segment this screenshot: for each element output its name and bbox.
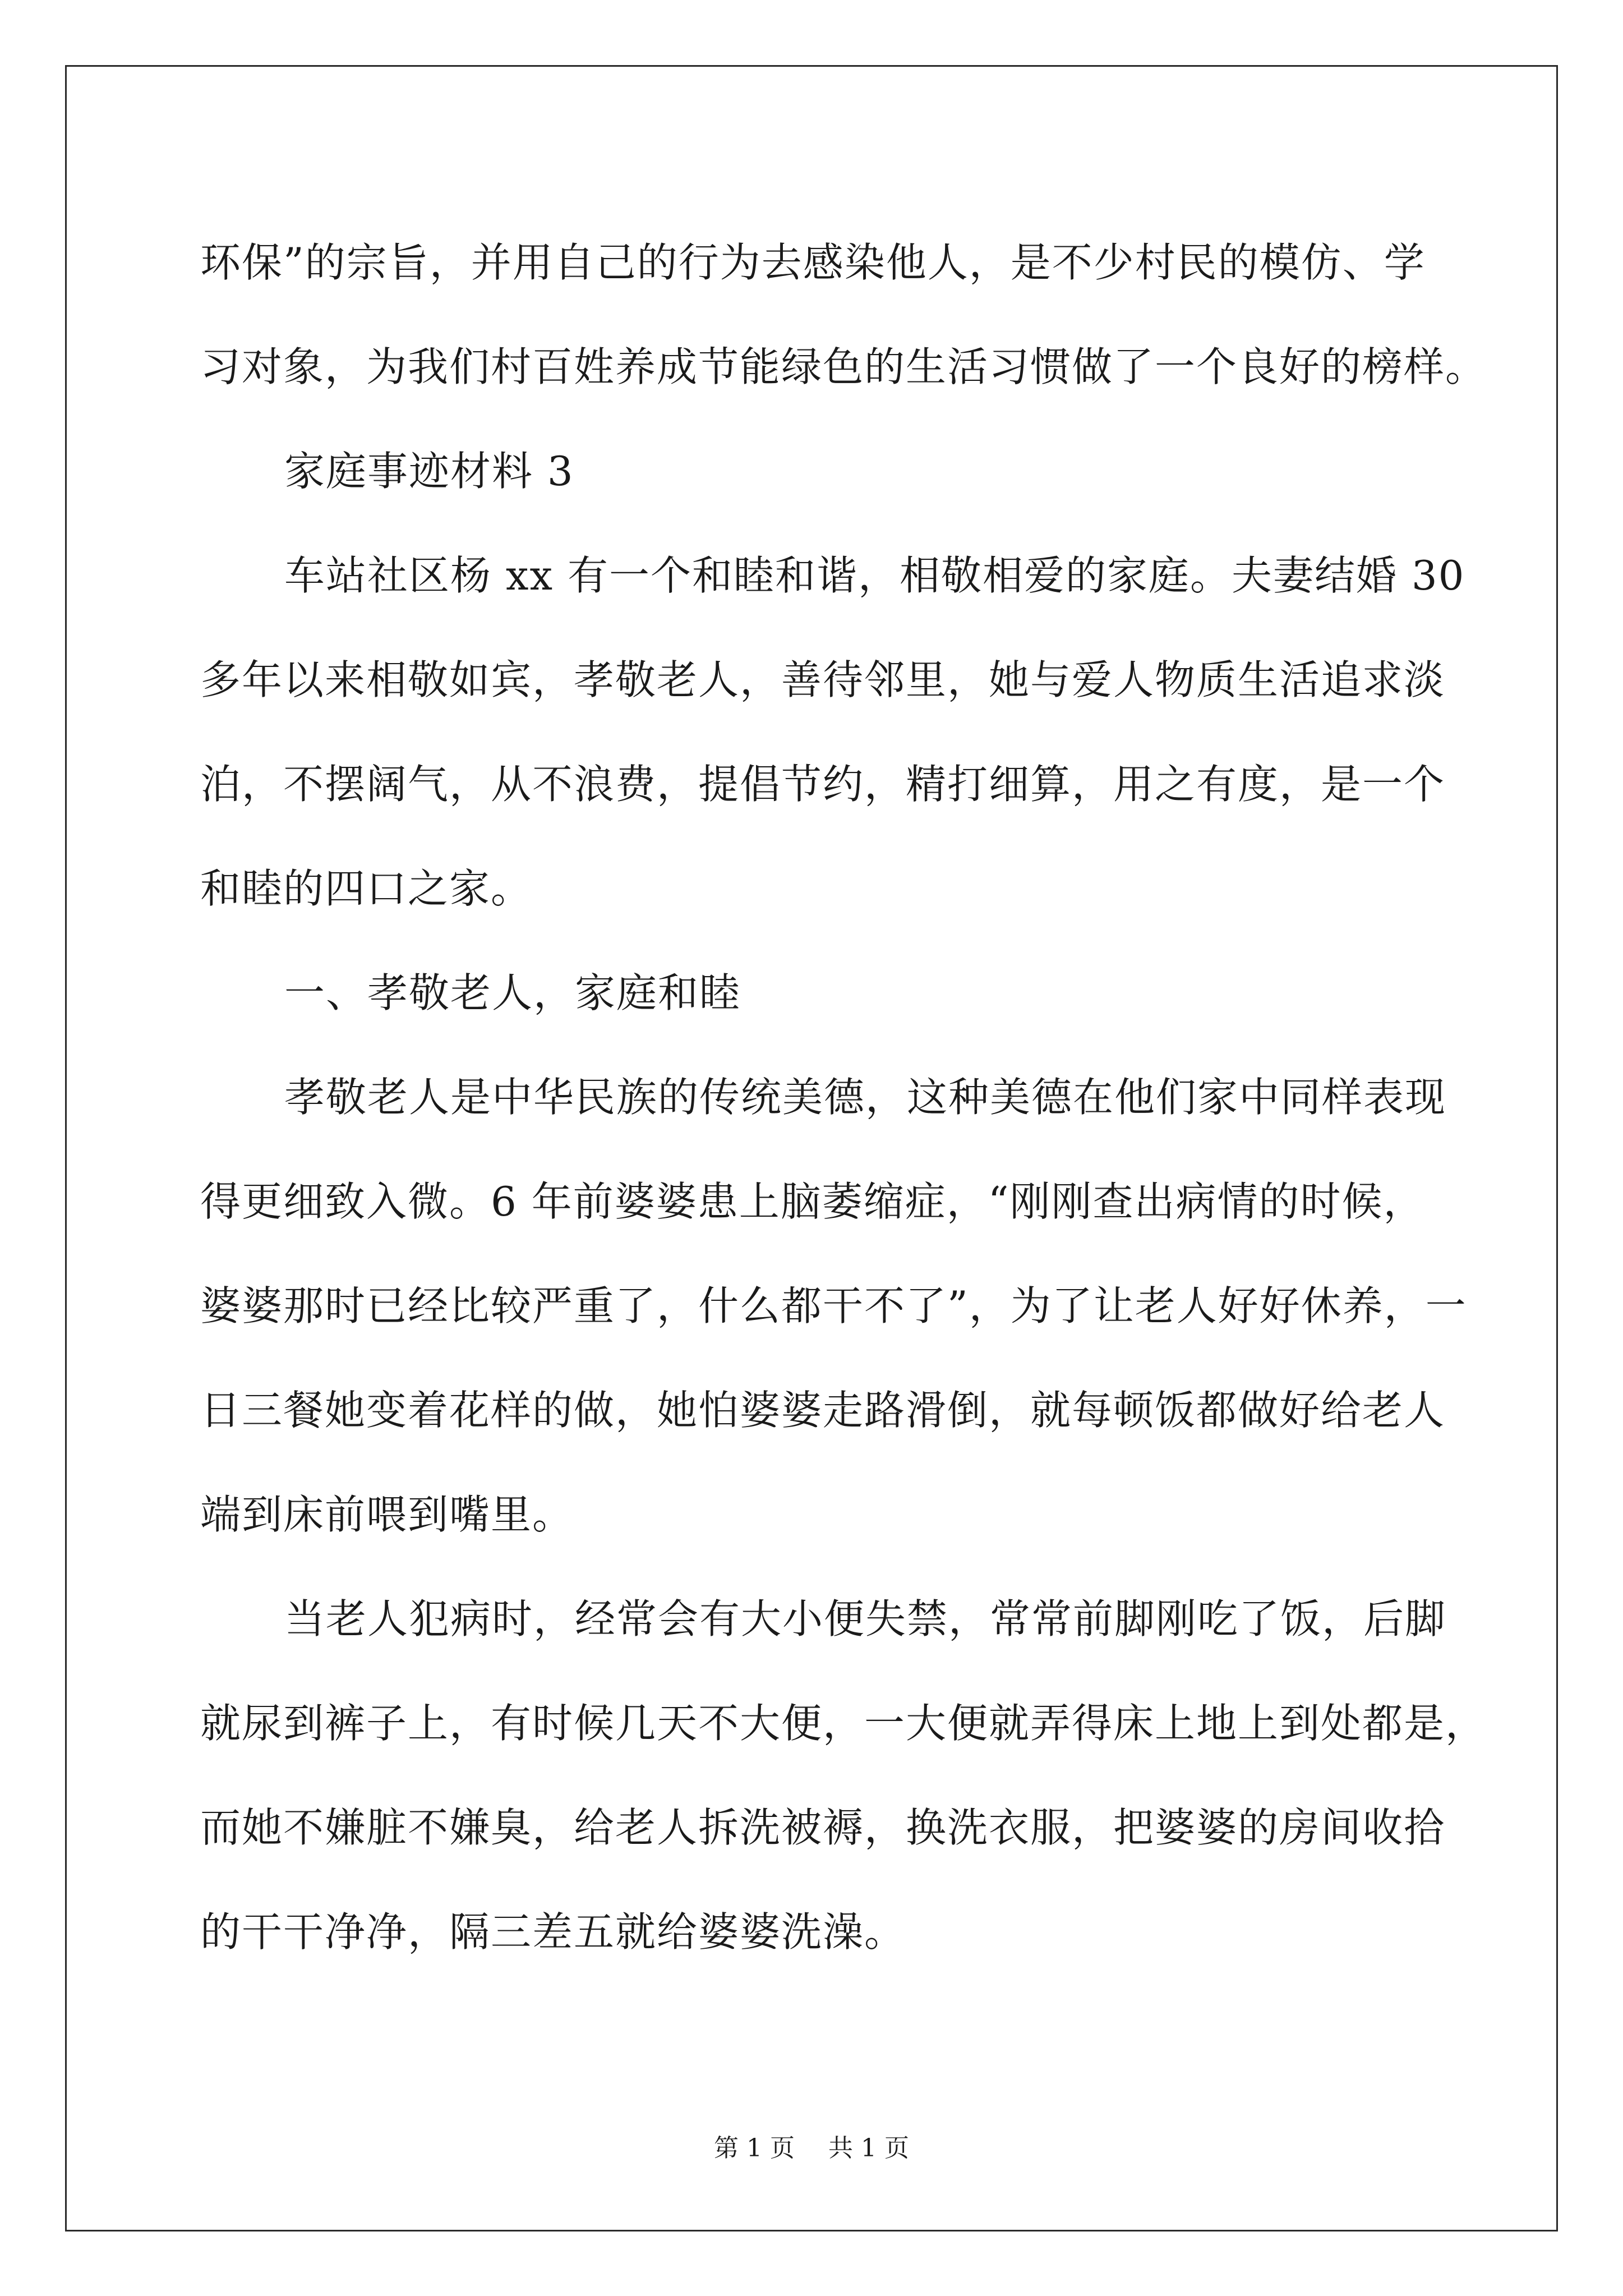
- document-body: [200, 210, 1487, 1984]
- page-number: 第 1 页: [714, 2134, 795, 2162]
- text-line: 环保”的宗旨，并用自己的行为去感染他人，是不少村民的模仿、学: [200, 239, 1426, 286]
- page-footer: [0, 2132, 1623, 2165]
- text-line: 孝敬老人是中华民族的传统美德，这种美德在他们家中同样表现: [284, 1074, 1447, 1121]
- text-line: 多年以来相敬如宾，孝敬老人，善待邻里，她与爱人物质生活追求淡: [200, 656, 1446, 703]
- text-line: 得更细致入微。6 年前婆婆患上脑萎缩症，“刚刚查出病情的时候，: [200, 1178, 1425, 1225]
- text-line: 日三餐她变着花样的做，她怕婆婆走路滑倒，就每顿饭都做好给老人: [200, 1387, 1446, 1434]
- text-line: 泊，不摆阔气，从不浪费，提倡节约，精打细算，用之有度，是一个: [200, 761, 1446, 808]
- text-line: 而她不嫌脏不嫌臭，给老人拆洗被褥，换洗衣服，把婆婆的房间收拾: [200, 1804, 1446, 1851]
- text-line: 婆婆那时已经比较严重了，什么都干不了”，为了让老人好好休养，一: [200, 1282, 1467, 1329]
- section-heading: 家庭事迹材料 3: [284, 448, 574, 495]
- text-line: 和睦的四口之家。: [200, 865, 533, 912]
- text-line: 就尿到裤子上，有时候几天不大便，一大便就弄得床上地上到处都是，: [200, 1700, 1487, 1747]
- text-line: 端到床前喂到嘴里。: [200, 1491, 574, 1538]
- subsection-heading: 一、孝敬老人，家庭和睦: [284, 969, 741, 1016]
- page-total: 共 1 页: [828, 2134, 909, 2162]
- text-line: 的干干净净，隔三差五就给婆婆洗澡。: [200, 1908, 906, 1955]
- text-line: 习对象，为我们村百姓养成节能绿色的生活习惯做了一个良好的榜样。: [200, 343, 1487, 390]
- text-line: 当老人犯病时，经常会有大小便失禁，常常前脚刚吃了饭，后脚: [284, 1595, 1447, 1642]
- text-line: 车站社区杨 xx 有一个和睦和谐，相敬相爱的家庭。夫妻结婚 30: [284, 552, 1465, 599]
